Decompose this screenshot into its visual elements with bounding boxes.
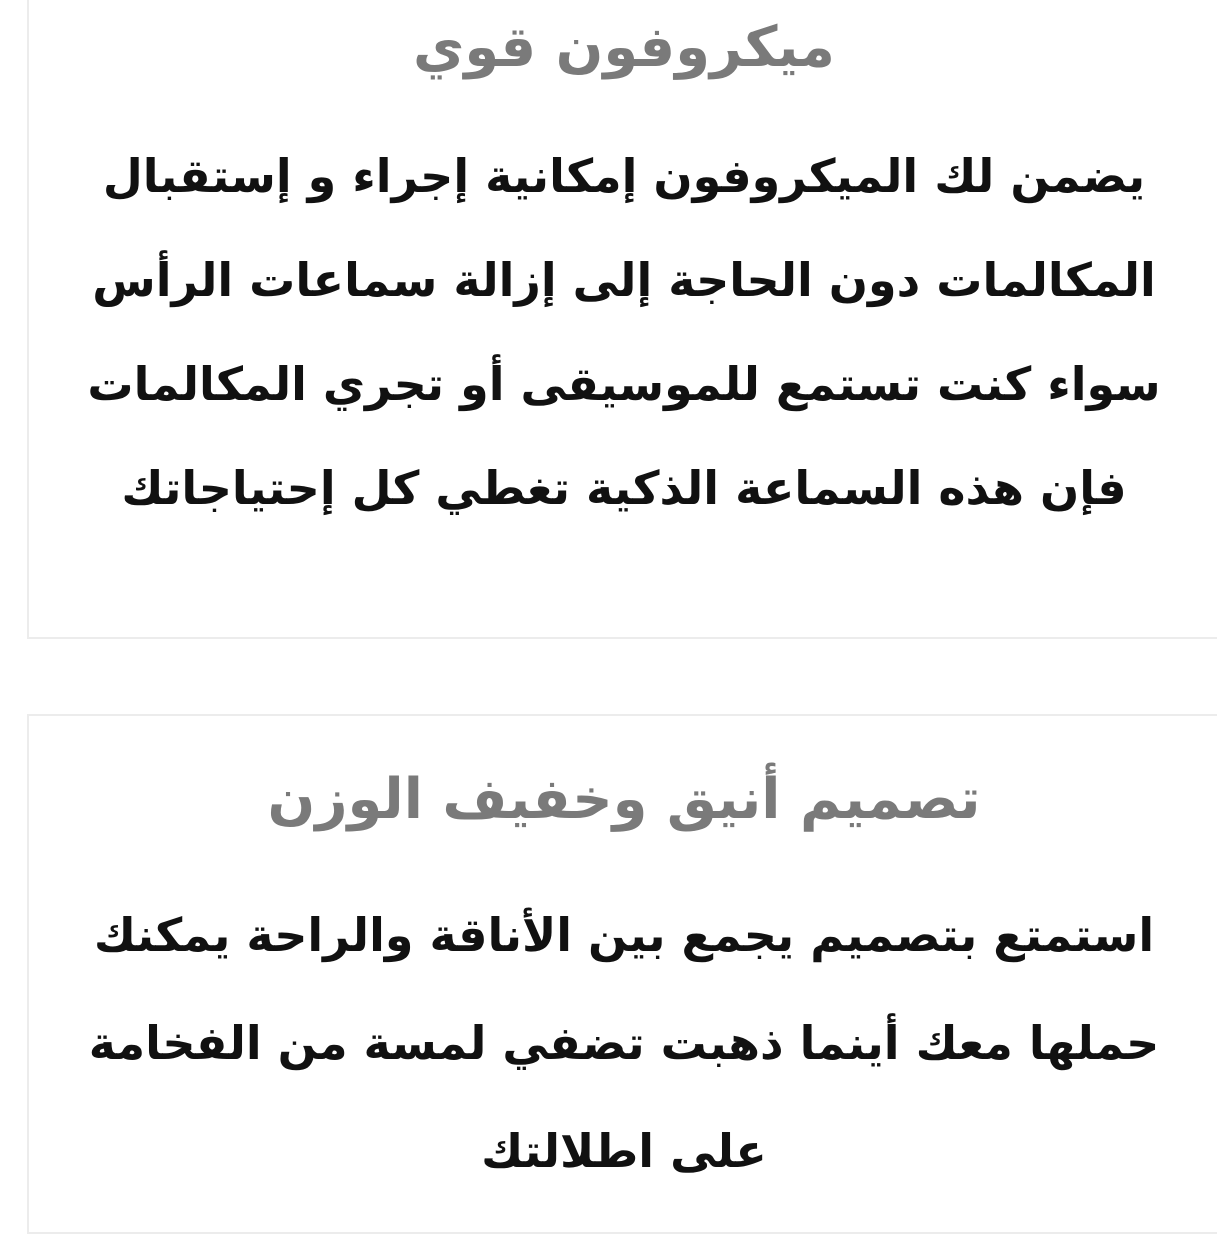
description-line: فإن هذه السماعة الذكية تغطي كل إحتياجاتك (121, 461, 1127, 515)
description-line: حملها معك أينما ذهبت تضفي لمسة من الفخامة (88, 1016, 1160, 1070)
description-line: المكالمات دون الحاجة إلى إزالة سماعات الرأس (92, 253, 1156, 307)
description-line: يضمن لك الميكروفون إمكانية إجراء و إستقبال (102, 149, 1146, 203)
feature-card-design (27, 714, 1217, 1234)
feature-description (29, 124, 1217, 540)
description-line: سواء كنت تستمع للموسيقى أو تجري المكالمات (87, 357, 1161, 411)
feature-card-microphone (27, 0, 1217, 639)
description-line: على اطلالتك (481, 1124, 767, 1178)
feature-title: ميكروفون قوي (413, 15, 835, 80)
description-line: استمتع بتصميم يجمع بين الأناقة والراحة يمكنك (93, 908, 1155, 962)
feature-description (29, 881, 1217, 1205)
feature-title: تصميم أنيق وخفيف الوزن (267, 767, 981, 832)
